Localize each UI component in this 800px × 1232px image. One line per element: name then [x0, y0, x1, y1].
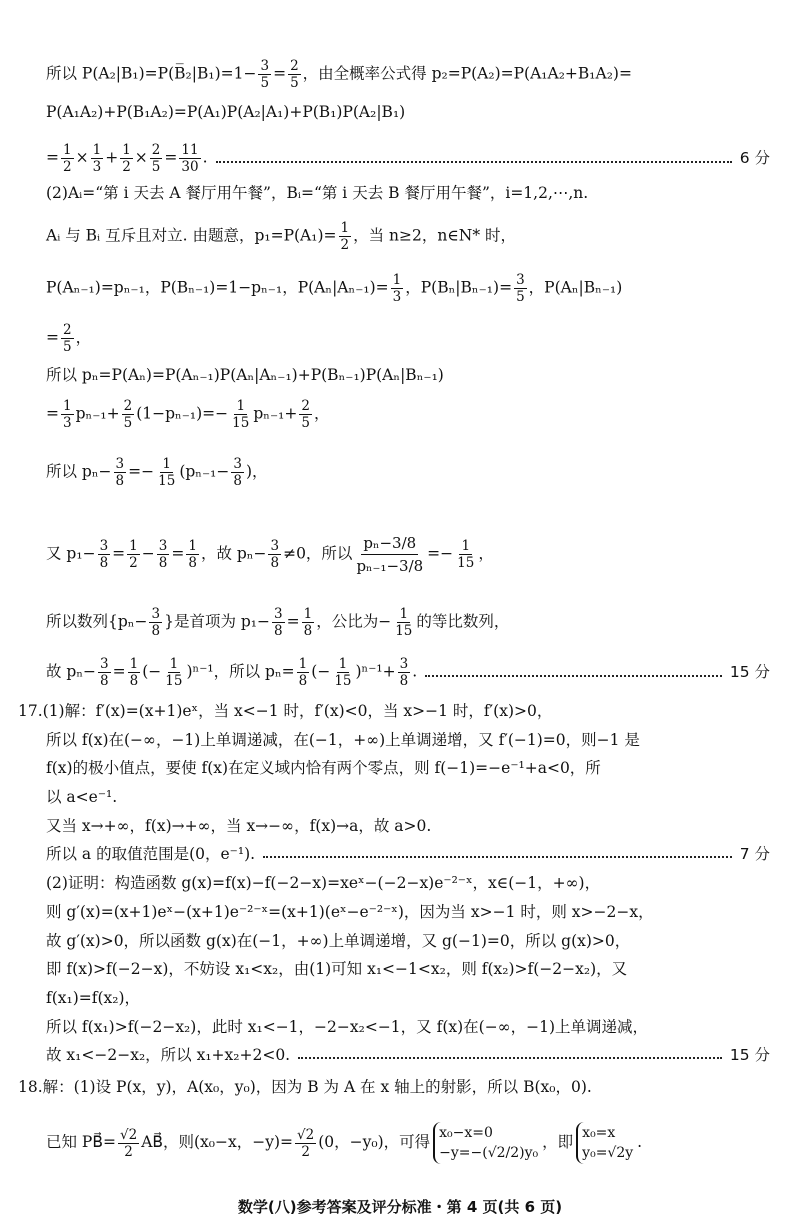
line-11: 又 p₁− $\frac{3}{8}$ = $\frac{1}{2}$ − $\frac{3}{8}$ = $\frac{1}{8}$ ，故 pₙ− $\frac{3}{8}$ ≠0，所以 $\frac{\text{pₙ−3/8}}{\text{pₙ₋₁−3/8}}$ =− $\frac{1}{15}$ ， [46, 534, 494, 575]
q17-line-9: 故 g′(x)>0，所以函数 g(x)在(−1，+∞)上单调递增，又 g(−1)=0，所以 g(x)>0， [46, 932, 631, 950]
q18-line-2: 已知 PB⃗= $\frac{√2}{2}$ AB⃗，则(x₀−x，−y)= $\frac{√2}{2}$ (0，−y₀)，可得 x₀−x=0 −y=−(√2/2)y₀ ，即 x₀=x y₀=√2y . [46, 1122, 770, 1164]
q17-line-4: 以 a<e⁻¹. [46, 788, 118, 806]
q17-line-8: 则 g′(x)=(x+1)eˣ−(x+1)e⁻²⁻ˣ=(x+1)(eˣ−e⁻²⁻ˣ)，因为当 x>−1 时，则 x>−2−x， [46, 903, 654, 921]
q17-line-6: 所以 a 的取值范围是(0，e⁻¹). 7 分 [46, 845, 770, 863]
line-12: 所以数列{pₙ− $\frac{3}{8}$ }是首项为 p₁− $\frac{3}{8}$ = $\frac{1}{8}$ ，公比为− $\frac{1}{15}$ 的等比数列， [46, 606, 510, 639]
line-5: Aᵢ 与 Bᵢ 互斥且对立. 由题意，p₁=P(A₁)= $\frac{1}{2}$ ，当 n≥2，n∈N* 时， [46, 220, 517, 253]
q17-line-2: 所以 f(x)在(−∞，−1)上单调递减，在(−1，+∞)上单调递增，又 f′(−1)=0，则−1 是 [46, 731, 640, 749]
line-2: P(A₁A₂)+P(B₁A₂)=P(A₁)P(A₂|A₁)+P(B₁)P(A₂|B₁) [46, 103, 406, 121]
q17-line-7: (2)证明：构造函数 g(x)=f(x)−f(−2−x)=xeˣ−(−2−x)e⁻²⁻ˣ，x∈(−1，+∞)， [46, 874, 601, 892]
q18-line-1: 18.解：(1)设 P(x，y)，A(x₀，y₀)，因为 B 为 A 在 x 轴上的射影，所以 B(x₀，0). [18, 1078, 592, 1096]
line-9: = $\frac{1}{3}$ pₙ₋₁+ $\frac{2}{5}$ (1−pₙ₋₁)=− $\frac{1}{15}$ pₙ₋₁+ $\frac{2}{5}$ ， [46, 398, 330, 431]
fraction: $\frac{3}{5}$ [260, 58, 270, 91]
q17-line-11: f(x₁)=f(x₂)， [46, 989, 141, 1007]
line-6: P(Aₙ₋₁)=pₙ₋₁，P(Bₙ₋₁)=1−pₙ₋₁，P(Aₙ|Aₙ₋₁)= $\frac{1}{3}$ ，P(Bₙ|Bₙ₋₁)= $\frac{3}{5}$ ，P(Aₙ|Bₙ₋₁) [46, 272, 623, 305]
score-label: 7 分 [739, 845, 770, 863]
leader-dots [425, 665, 722, 677]
score-label: 15 分 [729, 662, 770, 681]
equation-system: x₀=x y₀=√2y [576, 1122, 637, 1164]
line-3: = $\frac{1}{2}$ × $\frac{1}{3}$ + $\frac{1}{2}$ × $\frac{2}{5}$ = $\frac{11}{30}$ . 6 分 [46, 142, 770, 175]
page-footer: 数学(八)参考答案及评分标准・第 4 页(共 6 页) [237, 1198, 563, 1216]
line-10: 所以 pₙ− $\frac{3}{8}$ =− $\frac{1}{15}$ (pₙ₋₁− $\frac{3}{8}$ )， [46, 456, 268, 489]
line-7: = $\frac{2}{5}$ ， [46, 322, 92, 355]
q17-line-1: 17.(1)解：f′(x)=(x+1)eˣ，当 x<−1 时，f′(x)<0，当 x>−1 时，f′(x)>0， [18, 702, 553, 720]
line-1: 所以 P(A₂|B₁)=P(B̅₂|B₁)=1− $\frac{3}{5}$ = $\frac{2}{5}$ ，由全概率公式得 p₂=P(A₂)=P(A₁A₂+B₁A₂)= [46, 58, 632, 91]
q17-line-3: f(x)的极小值点，要使 f(x)在定义域内恰有两个零点，则 f(−1)=−e⁻¹+a<0，所 [46, 759, 601, 777]
line-8: 所以 pₙ=P(Aₙ)=P(Aₙ₋₁)P(Aₙ|Aₙ₋₁)+P(Bₙ₋₁)P(Aₙ|Bₙ₋₁) [46, 366, 444, 384]
line-4: (2)Aᵢ=“第 i 天去 A 餐厅用午餐”，Bᵢ=“第 i 天去 B 餐厅用午餐”，i=1,2,⋯,n. [46, 184, 589, 202]
fraction: $\frac{2}{5}$ [290, 58, 299, 91]
equation-system: x₀−x=0 −y=−(√2/2)y₀ [433, 1122, 542, 1164]
leader-dots [216, 151, 732, 163]
q17-line-13: 故 x₁<−2−x₂，所以 x₁+x₂+2<0. 15 分 [46, 1046, 770, 1064]
leader-dots [263, 846, 732, 858]
ratio-fraction: $\frac{\text{pₙ−3/8}}{\text{pₙ₋₁−3/8}}$ [356, 534, 424, 575]
q17-line-12: 所以 f(x₁)>f(−2−x₂)，此时 x₁<−1，−2−x₂<−1，又 f(x)在(−∞，−1)上单调递减， [46, 1018, 649, 1036]
score-label: 6 分 [739, 148, 770, 167]
q17-line-5: 又当 x→+∞，f(x)→+∞，当 x→−∞，f(x)→a，故 a>0. [46, 817, 432, 835]
q17-line-10: 即 f(x)>f(−2−x)，不妨设 x₁<x₂，由(1)可知 x₁<−1<x₂，则 f(x₂)>f(−2−x₂)，又 [46, 960, 628, 978]
score-label: 15 分 [729, 1046, 770, 1064]
line-13: 故 pₙ− $\frac{3}{8}$ = $\frac{1}{8}$ (− $\frac{1}{15}$ )ⁿ⁻¹，所以 pₙ= $\frac{1}{8}$ (− $\frac{1}{15}$ )ⁿ⁻¹+ $\frac{3}{8}$ . 15 分 [46, 656, 770, 689]
leader-dots [298, 1047, 722, 1059]
